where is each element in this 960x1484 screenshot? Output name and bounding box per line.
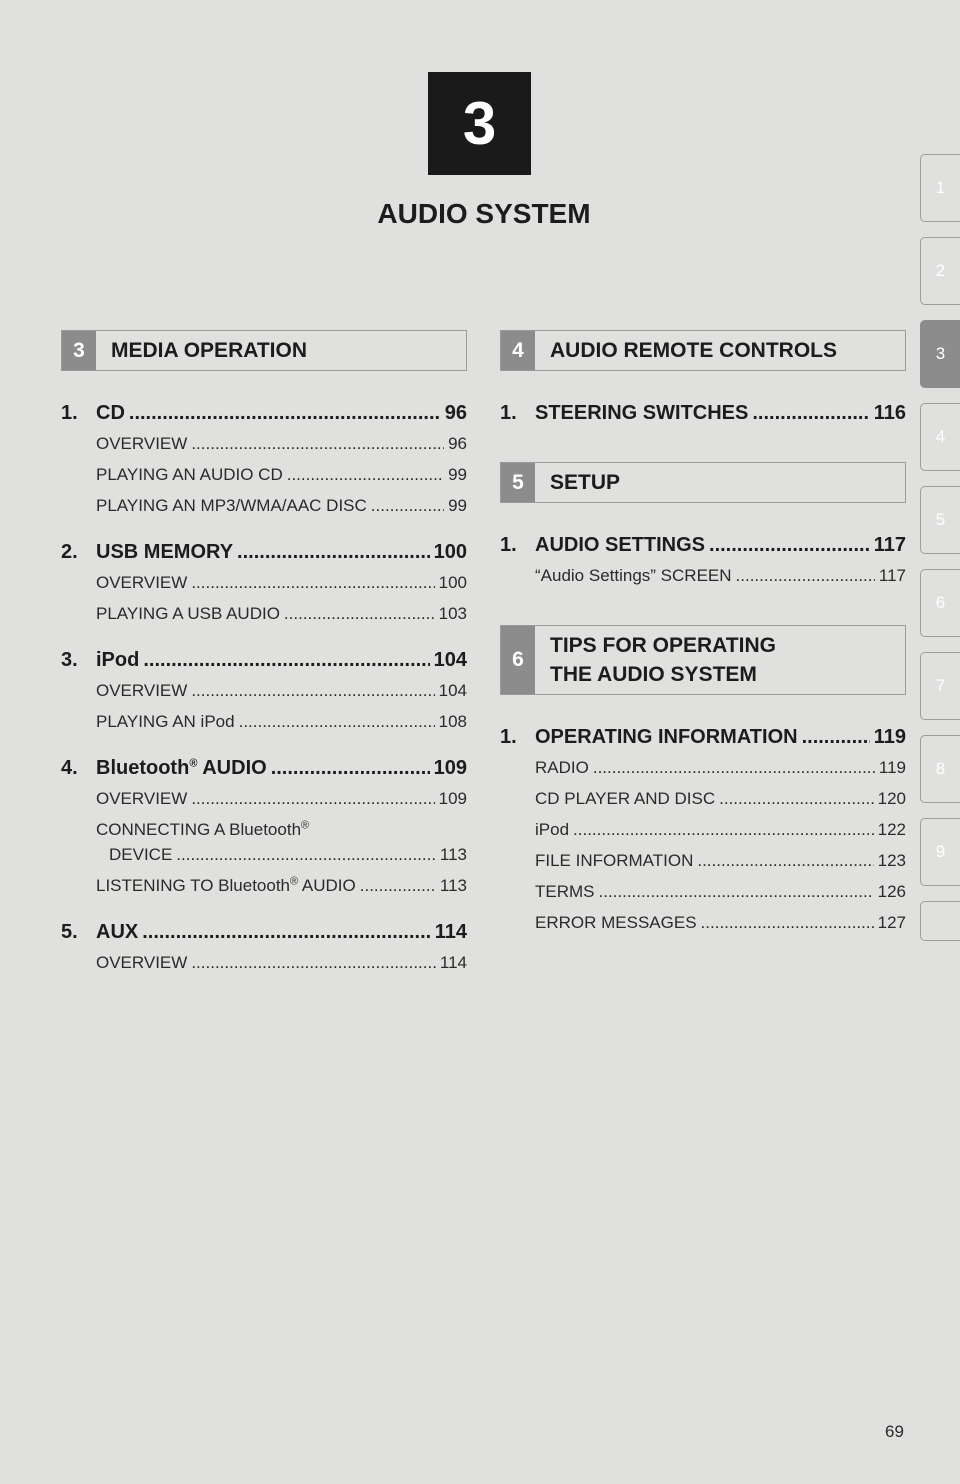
section-title-line: TIPS FOR OPERATING xyxy=(550,634,776,657)
subentry-page: 122 xyxy=(877,820,906,839)
toc-subentry[interactable] xyxy=(61,433,467,455)
tab-5[interactable]: 5 xyxy=(920,486,960,554)
subentry-label-line2 xyxy=(96,844,467,866)
subentry-label: ERROR MESSAGES xyxy=(535,913,697,932)
section-number: 5 xyxy=(501,463,535,502)
toc-right-column xyxy=(500,330,906,426)
entry-title: AUDIO SETTINGS xyxy=(535,534,706,556)
leader-dots xyxy=(701,912,874,934)
toc-subentry[interactable] xyxy=(500,881,906,903)
section-header-media-operation xyxy=(61,330,467,371)
entry-title: OPERATING INFORMATION xyxy=(535,726,798,748)
toc-subentry[interactable] xyxy=(61,788,467,810)
toc-subentry[interactable] xyxy=(61,464,467,486)
subentry-label: OVERVIEW xyxy=(96,434,188,453)
tab-8[interactable]: 8 xyxy=(920,735,960,803)
subentry-label: OVERVIEW xyxy=(96,953,188,972)
entry-page: 117 xyxy=(873,534,906,556)
entry-title xyxy=(96,755,267,781)
subentry-label: PLAYING AN MP3/WMA/AAC DISC xyxy=(96,496,367,515)
subentry-label: OVERVIEW xyxy=(96,789,188,808)
leader-dots xyxy=(371,495,444,517)
entry-page: 119 xyxy=(873,726,906,748)
tab-blank[interactable] xyxy=(920,901,960,941)
subentry-page: 114 xyxy=(439,953,467,972)
subentry-page: 119 xyxy=(878,758,906,777)
leader-dots xyxy=(284,603,435,625)
subentry-page: 113 xyxy=(439,845,467,864)
leader-dots xyxy=(719,788,874,810)
subentry-label-part: LISTENING TO Bluetooth xyxy=(96,876,291,895)
leader-dots xyxy=(573,819,874,841)
entry-title: AUX xyxy=(96,921,139,943)
entry-number: 2. xyxy=(61,541,78,563)
entry-number: 3. xyxy=(61,649,78,671)
entry-title: USB MEMORY xyxy=(96,541,234,563)
toc-subentry[interactable] xyxy=(500,912,906,934)
leader-dots xyxy=(176,844,436,866)
leader-dots xyxy=(239,711,435,733)
leader-dots xyxy=(287,464,444,486)
entry-page: 114 xyxy=(434,921,467,943)
entry-title: STEERING SWITCHES xyxy=(535,402,749,424)
toc-subentry[interactable] xyxy=(500,757,906,779)
subentry-page: 109 xyxy=(438,789,467,808)
toc-subentry[interactable] xyxy=(61,711,467,733)
section-title-line: THE AUDIO SYSTEM xyxy=(550,663,757,686)
subentry-label-part: CONNECTING A Bluetooth xyxy=(96,820,302,839)
section-header-setup xyxy=(500,462,906,503)
page-number: 69 xyxy=(885,1422,904,1441)
leader-dots xyxy=(360,875,436,897)
entry-number: 1. xyxy=(61,402,78,424)
toc-subentry[interactable] xyxy=(61,952,467,974)
subentry-label: “Audio Settings” SCREEN xyxy=(535,566,732,585)
registered-mark: ® xyxy=(301,819,310,832)
tab-9[interactable]: 9 xyxy=(920,818,960,886)
leader-dots xyxy=(599,881,874,903)
entry-title: iPod xyxy=(96,649,140,671)
subentry-page: 120 xyxy=(877,789,906,808)
toc-entry-operating-information[interactable] xyxy=(500,724,906,750)
subentry-label: PLAYING AN iPod xyxy=(96,712,235,731)
leader-dots xyxy=(191,433,444,455)
entry-number: 1. xyxy=(500,726,517,748)
section-title: AUDIO REMOTE CONTROLS xyxy=(550,339,837,362)
leader-dots xyxy=(271,755,430,781)
tab-1[interactable]: 1 xyxy=(920,154,960,222)
subentry-label-part: AUDIO xyxy=(298,876,356,895)
leader-dots xyxy=(191,680,434,702)
subentry-page: 123 xyxy=(877,851,906,870)
section-number: 6 xyxy=(501,626,535,694)
toc-left-column xyxy=(61,330,467,974)
entry-page: 116 xyxy=(873,402,906,424)
toc-subentry[interactable] xyxy=(61,495,467,517)
subentry-page: 126 xyxy=(877,882,906,901)
toc-subentry[interactable] xyxy=(500,819,906,841)
section-header-tips xyxy=(500,625,906,695)
entry-title: CD xyxy=(96,402,125,424)
tab-2[interactable]: 2 xyxy=(920,237,960,305)
toc-entry-bluetooth-audio[interactable] xyxy=(61,755,467,781)
entry-number: 1. xyxy=(500,402,517,424)
entry-page: 96 xyxy=(444,402,467,424)
section-number: 3 xyxy=(62,331,96,370)
toc-right-column-setup xyxy=(500,462,906,587)
toc-entry-ipod[interactable] xyxy=(61,647,467,673)
toc-subentry[interactable] xyxy=(61,572,467,594)
section-number: 4 xyxy=(501,331,535,370)
subentry-label-line1 xyxy=(96,819,467,841)
entry-number: 5. xyxy=(61,921,78,943)
subentry-label xyxy=(96,875,356,897)
subentry-page: 108 xyxy=(438,712,467,731)
toc-entry-usb-memory[interactable] xyxy=(61,539,467,565)
entry-title-part: Bluetooth xyxy=(96,757,190,779)
tab-7[interactable]: 7 xyxy=(920,652,960,720)
subentry-page: 104 xyxy=(438,681,467,700)
subentry-page: 100 xyxy=(438,573,467,592)
subentry-label-part: DEVICE xyxy=(109,845,173,864)
toc-entry-aux[interactable] xyxy=(61,919,467,945)
toc-subentry[interactable] xyxy=(61,603,467,625)
subentry-label: RADIO xyxy=(535,758,589,777)
tab-6[interactable]: 6 xyxy=(920,569,960,637)
chapter-tabs xyxy=(920,154,960,956)
subentry-label: TERMS xyxy=(535,882,595,901)
subentry-label: iPod xyxy=(535,820,570,839)
toc-subentry[interactable] xyxy=(500,565,906,587)
subentry-label: OVERVIEW xyxy=(96,681,188,700)
toc-subentry[interactable] xyxy=(61,875,467,897)
toc-subentry[interactable] xyxy=(61,680,467,702)
leader-dots xyxy=(802,724,870,750)
entry-page: 104 xyxy=(433,649,467,671)
section-title: MEDIA OPERATION xyxy=(111,339,308,362)
leader-dots xyxy=(593,757,875,779)
tab-3[interactable]: 3 xyxy=(920,320,960,388)
leader-dots xyxy=(191,572,434,594)
registered-mark: ® xyxy=(290,875,299,888)
section-header-audio-remote-controls xyxy=(500,330,906,371)
toc-subentry[interactable] xyxy=(61,819,467,866)
section-title xyxy=(535,626,776,694)
leader-dots xyxy=(191,788,434,810)
leader-dots xyxy=(142,919,431,945)
entry-title-part: AUDIO xyxy=(197,757,267,779)
subentry-page: 127 xyxy=(877,913,906,932)
subentry-label: CD PLAYER AND DISC xyxy=(535,789,716,808)
subentry-page: 96 xyxy=(448,434,467,453)
entry-page: 100 xyxy=(433,541,467,563)
toc-subentry[interactable] xyxy=(500,850,906,872)
entry-number: 1. xyxy=(500,534,517,556)
entry-page: 109 xyxy=(433,757,467,779)
leader-dots xyxy=(752,400,869,426)
subentry-page: 113 xyxy=(439,876,467,895)
subentry-page: 117 xyxy=(878,566,906,585)
entry-number: 4. xyxy=(61,757,78,779)
tab-4[interactable]: 4 xyxy=(920,403,960,471)
leader-dots xyxy=(143,647,429,673)
toc-entry-steering-switches[interactable] xyxy=(500,400,906,426)
chapter-title: AUDIO SYSTEM xyxy=(377,198,591,229)
subentry-label: PLAYING AN AUDIO CD xyxy=(96,465,283,484)
subentry-page: 99 xyxy=(448,465,467,484)
subentry-page: 103 xyxy=(438,604,467,623)
toc-subentry[interactable] xyxy=(500,788,906,810)
toc-right-column-tips xyxy=(500,625,906,934)
chapter-number-box: 3 xyxy=(428,72,531,175)
toc-entry-cd[interactable] xyxy=(61,400,467,426)
section-title: SETUP xyxy=(550,471,621,494)
subentry-page: 99 xyxy=(448,496,467,515)
leader-dots xyxy=(237,539,430,565)
leader-dots xyxy=(191,952,436,974)
registered-mark: ® xyxy=(189,757,198,770)
leader-dots xyxy=(697,850,873,872)
toc-entry-audio-settings[interactable] xyxy=(500,532,906,558)
subentry-label: FILE INFORMATION xyxy=(535,851,694,870)
leader-dots xyxy=(709,532,870,558)
leader-dots xyxy=(736,565,875,587)
subentry-label: OVERVIEW xyxy=(96,573,188,592)
leader-dots xyxy=(129,400,441,426)
subentry-label: PLAYING A USB AUDIO xyxy=(96,604,280,623)
